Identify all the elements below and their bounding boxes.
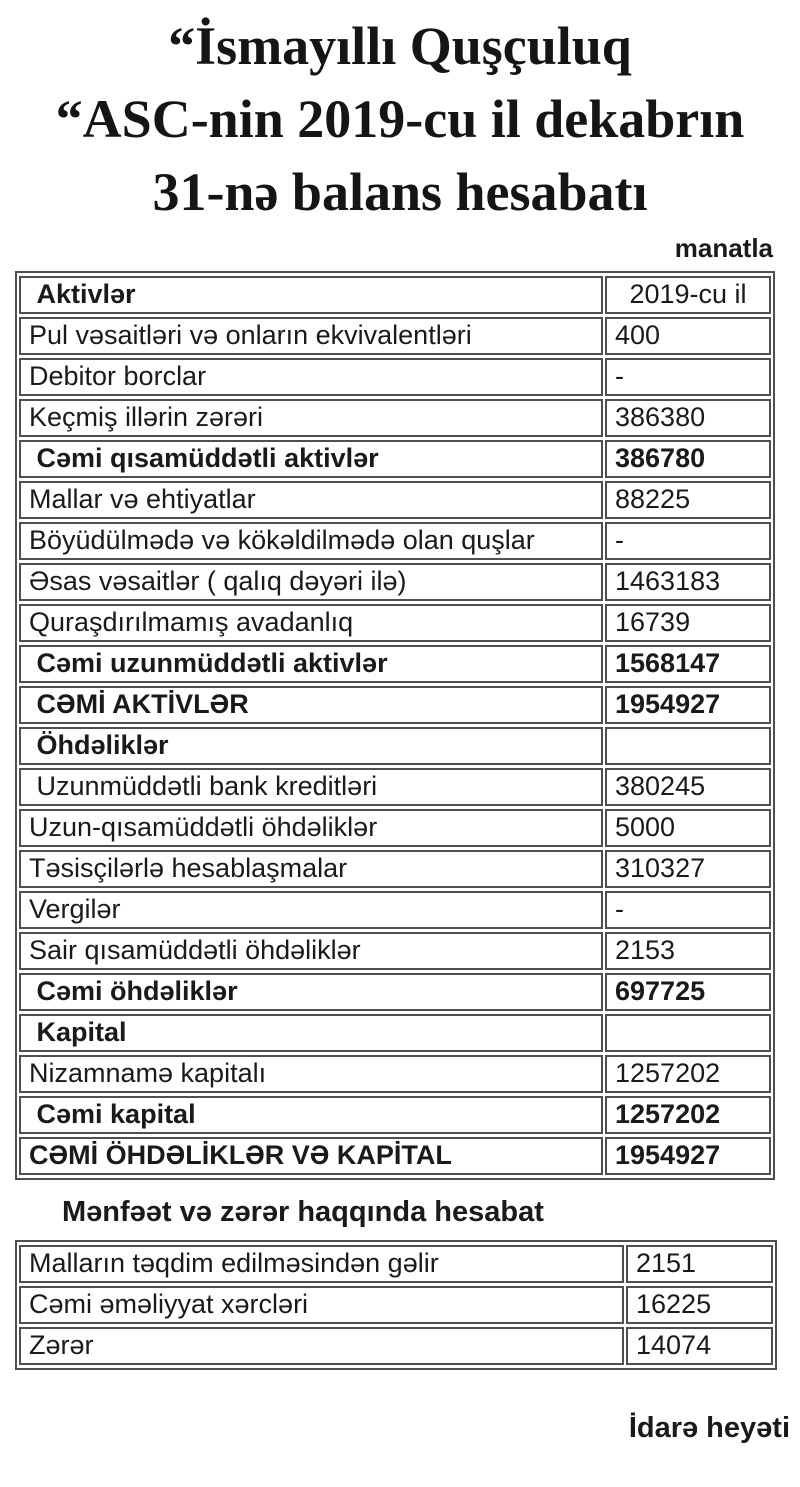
- document-title-line-1: “İsmayıllı Quşçuluq: [168, 16, 632, 76]
- row-label-cell: Debitor borclar: [19, 358, 603, 396]
- table-row: [19, 358, 771, 396]
- table-row: [19, 1245, 773, 1283]
- table-row: [19, 1327, 773, 1365]
- row-label-cell: Böyüdülmədə və kökəldilmədə olan quşlar: [19, 522, 603, 560]
- row-label-cell: Vergilər: [19, 891, 603, 929]
- row-label-cell: Quraşdırılmamış avadanlıq: [19, 604, 603, 642]
- row-value-cell: 697725: [605, 973, 771, 1011]
- profit-loss-body: [19, 1245, 773, 1365]
- table-row: [19, 563, 771, 601]
- row-value-cell: 400: [605, 317, 771, 355]
- row-value-cell: -: [605, 891, 771, 929]
- header-label-cell: Aktivlər: [19, 276, 603, 314]
- row-value-cell: 1257202: [605, 1055, 771, 1093]
- row-value-cell: 386780: [605, 440, 771, 478]
- table-row: [19, 522, 771, 560]
- balance-sheet-header-row: [19, 276, 771, 314]
- row-label-cell: Cəmi kapital: [19, 1096, 603, 1134]
- row-value-cell: 2153: [605, 932, 771, 970]
- row-value-cell: 16225: [626, 1286, 773, 1324]
- table-row: [19, 727, 771, 765]
- row-value-cell: 1463183: [605, 563, 771, 601]
- table-row: [19, 768, 771, 806]
- table-row: [19, 399, 771, 437]
- row-label-cell: Cəmi qısamüddətli aktivlər: [19, 440, 603, 478]
- row-label-cell: CƏMİ ÖHDƏLİKLƏR VƏ KAPİTAL: [19, 1137, 603, 1175]
- table-row: [19, 645, 771, 683]
- row-value-cell: 380245: [605, 768, 771, 806]
- row-value-cell: 1568147: [605, 645, 771, 683]
- table-row: [19, 973, 771, 1011]
- table-row: [19, 1096, 771, 1134]
- row-value-cell: 1954927: [605, 1137, 771, 1175]
- row-label-cell: Keçmiş illərin zərəri: [19, 399, 603, 437]
- row-value-cell: 1954927: [605, 686, 771, 724]
- balance-sheet-table: [15, 271, 775, 1180]
- row-value-cell: 386380: [605, 399, 771, 437]
- row-value-cell: 88225: [605, 481, 771, 519]
- row-value-cell: 1257202: [605, 1096, 771, 1134]
- row-value-cell: 16739: [605, 604, 771, 642]
- row-label-cell: Mallar və ehtiyatlar: [19, 481, 603, 519]
- document-title: [0, 10, 800, 229]
- table-row: [19, 891, 771, 929]
- profit-loss-table: [15, 1240, 777, 1370]
- row-value-cell: -: [605, 358, 771, 396]
- table-row: [19, 604, 771, 642]
- table-row: [19, 481, 771, 519]
- table-row: [19, 809, 771, 847]
- table-row: [19, 932, 771, 970]
- currency-unit-note: manatla: [674, 233, 773, 263]
- row-label-cell: Cəmi öhdəliklər: [19, 973, 603, 1011]
- row-label-cell: Zərər: [19, 1327, 624, 1365]
- row-label-cell: Uzunmüddətli bank kreditləri: [19, 768, 603, 806]
- table-row: [19, 1055, 771, 1093]
- document-title-line-2: “ASC-nin 2019-cu il dekabrın: [55, 89, 745, 149]
- row-label-cell: Öhdəliklər: [19, 727, 603, 765]
- row-label-cell: Nizamnamə kapitalı: [19, 1055, 603, 1093]
- row-label-cell: Uzun-qısamüddətli öhdəliklər: [19, 809, 603, 847]
- table-row: [19, 686, 771, 724]
- row-value-cell: 310327: [605, 850, 771, 888]
- row-value-cell: -: [605, 522, 771, 560]
- balance-sheet-body: [19, 276, 771, 1175]
- row-value-cell: 2151: [626, 1245, 773, 1283]
- table-row: [19, 1137, 771, 1175]
- row-label-cell: Əsas vəsaitlər ( qalıq dəyəri ilə): [19, 563, 603, 601]
- row-value-cell: 5000: [605, 809, 771, 847]
- row-value-cell: [605, 1014, 771, 1052]
- header-year-cell: 2019-cu il: [605, 276, 771, 314]
- table-row: [19, 440, 771, 478]
- signature-line: İdarə heyəti: [628, 1412, 790, 1444]
- row-label-cell: Cəmi uzunmüddətli aktivlər: [19, 645, 603, 683]
- profit-loss-section-title: Mənfəət və zərər haqqında hesabat: [62, 1196, 544, 1228]
- table-row: [19, 1014, 771, 1052]
- row-label-cell: CƏMİ AKTİVLƏR: [19, 686, 603, 724]
- row-label-cell: Kapital: [19, 1014, 603, 1052]
- table-row: [19, 850, 771, 888]
- row-label-cell: Cəmi əməliyyat xərcləri: [19, 1286, 624, 1324]
- table-row: [19, 1286, 773, 1324]
- row-value-cell: [605, 727, 771, 765]
- row-label-cell: Təsisçilərlə hesablaşmalar: [19, 850, 603, 888]
- table-row: [19, 317, 771, 355]
- document-title-line-3: 31-nə balans hesabatı: [152, 162, 648, 222]
- row-label-cell: Sair qısamüddətli öhdəliklər: [19, 932, 603, 970]
- row-label-cell: Pul vəsaitləri və onların ekvivalentləri: [19, 317, 603, 355]
- row-label-cell: Malların təqdim edilməsindən gəlir: [19, 1245, 624, 1283]
- row-value-cell: 14074: [626, 1327, 773, 1365]
